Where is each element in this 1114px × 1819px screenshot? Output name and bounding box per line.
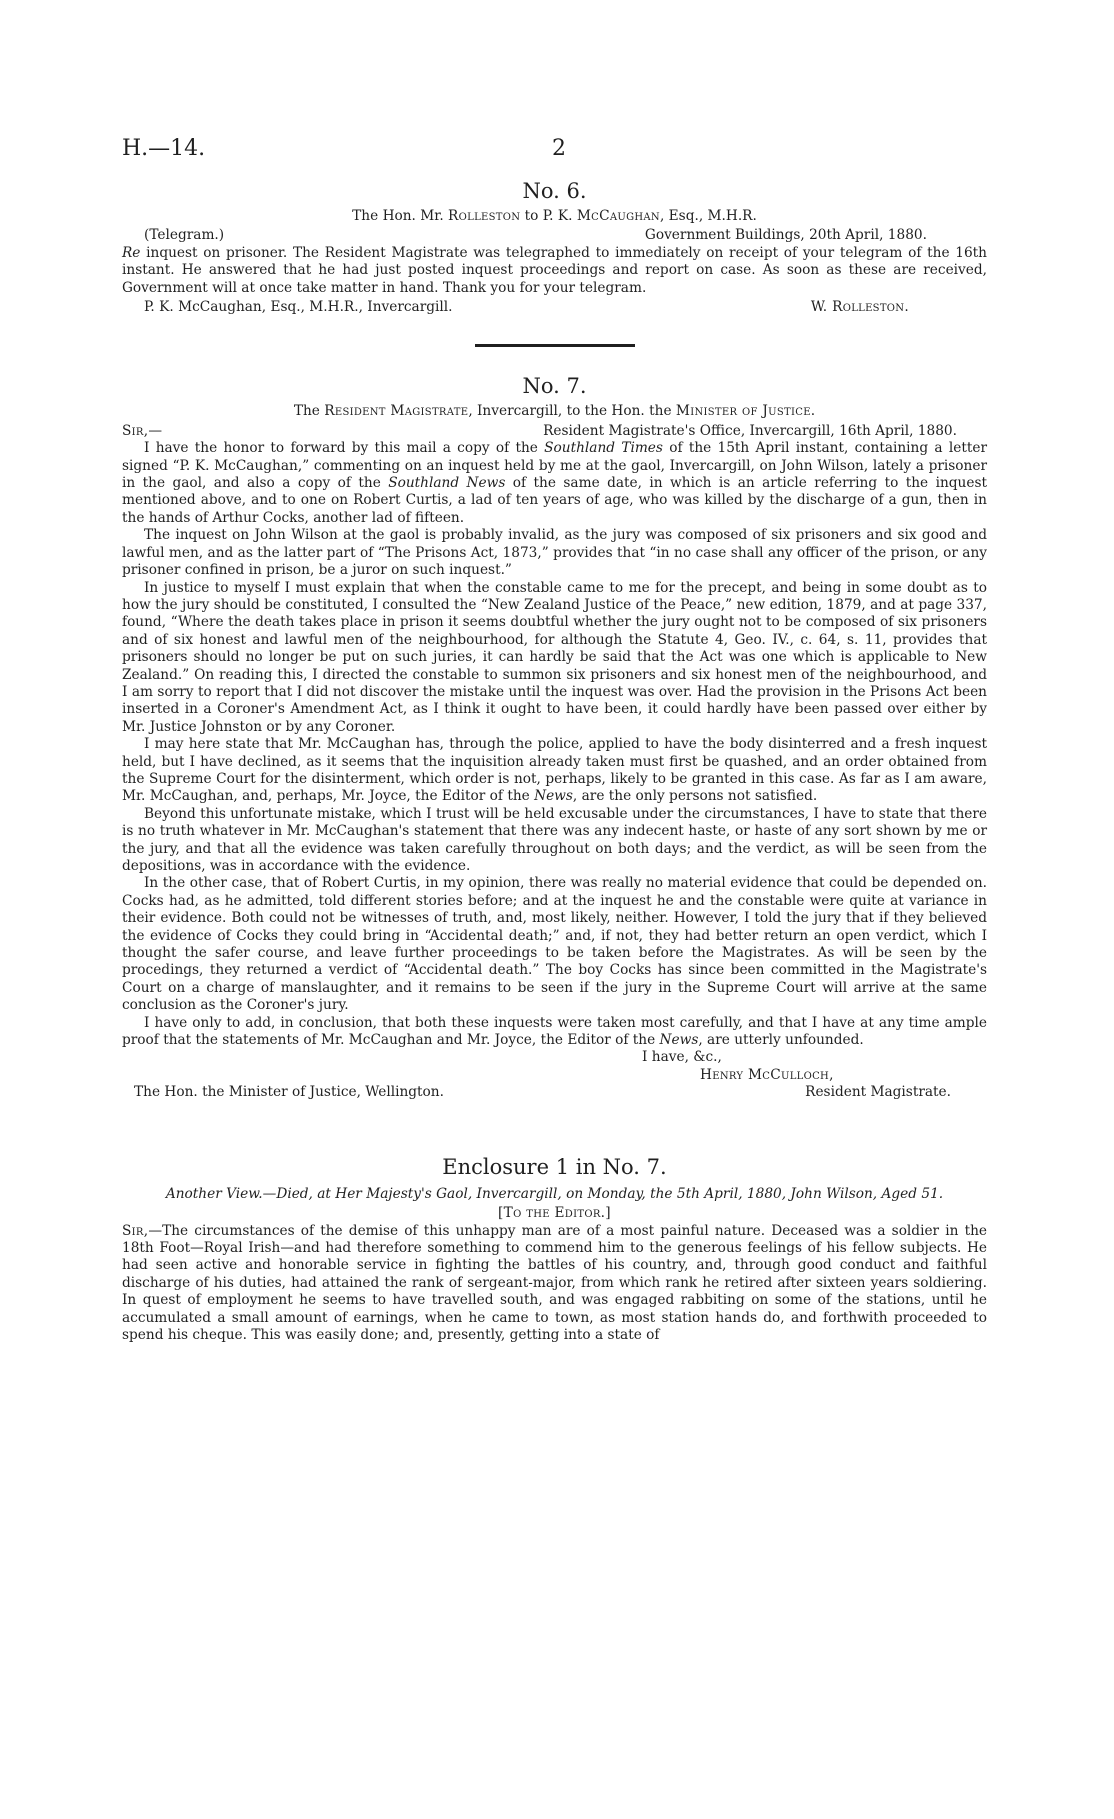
page-number: 2: [552, 136, 566, 161]
item-6-heading: The Hon. Mr. Rolleston to P. K. McCaughan, Esq., M.H.R.: [352, 208, 757, 224]
paragraph-2: The inquest on John Wilson at the gaol is probably invalid, as the jury was composed of six prisoners and six good and lawful men, and as the latter part of “The Prisons Act, 1873,” provides that “in no case shall any officer of the prison, or any prisoner confined in prison, be a juror on such inquest.”: [122, 527, 987, 579]
enclosure-title: Enclosure 1 in No. 7.: [442, 1154, 667, 1179]
item-7-salutation: Sir,—: [122, 422, 163, 439]
item-7-signer: Henry McCulloch,: [700, 1066, 834, 1083]
item-7-heading: The Resident Magistrate, Invercargill, to the Hon. the Minister of Justice.: [293, 403, 816, 420]
paragraph-3: In justice to myself I must explain that when the constable came to me for the precept, and being in some doubt as to how the jury should be constituted, I consulted the “New Zealand Justice of the Peace,” new edition, 1879, and at page 337, found, “Where the death takes place in prison it seems doubtful whether the jury ought not to be composed of six prisoners and of six honest and lawful men of the neighbourhood, for although the Statute 4, Geo. IV., c. 64, s. 11, provides that prisoners should no longer be put on such juries, it can hardly be said that the Act was one which is applicable to New Zealand.” On reading this, I directed the constable to summon six prisoners and six honest men of the neighbourhood, and I am sorry to report that I did not discover the mistake until the inquest was over. Had the provision in the Prisons Act been inserted in a Coroner's Amendment Act, as I think it ought to have been, it could hardly have been passed over either by Mr. Justice Johnston or by any Coroner.: [122, 579, 987, 735]
item-7-signer-title: Resident Magistrate.: [805, 1084, 951, 1101]
paragraph-5: Beyond this unfortunate mistake, which I trust will be held excusable under the circumstances, I have to state that there is no truth whatever in Mr. McCaughan's statement that there was any indecent haste, or haste of any sort shown by me or the jury, and that all the evidence was taken carefully throughout on both days; and the verdict, as will be seen from the depositions, was in accordance with the evidence.: [122, 805, 987, 874]
item-number-7: No. 7.: [522, 374, 587, 399]
item-7-addressee: The Hon. the Minister of Justice, Wellington.: [134, 1084, 444, 1101]
telegram-label: (Telegram.): [144, 227, 225, 244]
item-6-signoff: [122, 299, 987, 316]
item-6-body: Re inquest on prisoner. The Resident Magistrate was telegraphed to immediately on receipt of your telegram of the 16th instant. He answered that he had just posted inquest proceedings and report on case. As soon as these are received, Government will at once take matter in hand. Thank you for your telegram.: [122, 244, 987, 296]
item-7-signoff: [122, 1084, 987, 1101]
enclosure-subtitle: Another View.—Died, at Her Majesty's Gaol, Invercargill, on Monday, the 5th April, 1880, John Wilson, Aged 51.: [165, 1185, 944, 1202]
paragraph-1: I have the honor to forward by this mail a copy of the Southland Times of the 15th April instant, containing a letter signed “P. K. McCaughan,” commenting on an inquest held by me at the gaol, Invercargill, on John Wilson, lately a prisoner in the gaol, and also a copy of the Southland News of the same date, in which is an article referring to the inquest mentioned above, and to one on Robert Curtis, a lad of ten years of age, who was killed by the discharge of a gun, then in the hands of Arthur Cocks, another lad of fifteen.: [122, 440, 987, 526]
item-number-6: No. 6.: [522, 179, 587, 203]
paragraph-6: In the other case, that of Robert Curtis, in my opinion, there was really no material evidence that could be depended on. Cocks had, as he admitted, told different stories before; and at the inquest he and the constable were quite at variance in their evidence. Both could not be witnesses of truth, and, most likely, neither. However, I told the jury that if they believed the evidence of Cocks they could bring in “Accidental death;” and, if not, they had better return an open verdict, which I thought the safer course, and leave further proceedings to be taken before the Magistrates. As will be seen by the procedings, they returned a verdict of “Accidental death.” The boy Cocks has since been committed in the Magistrate's Court on a charge of manslaughter, and it remains to be seen if the jury in the Supreme Court will arrive at the same conclusion as the Coroner's jury.: [122, 875, 987, 1014]
item-6-dateline: [122, 227, 987, 244]
section-divider: [475, 344, 635, 347]
item-6-addressee: P. K. McCaughan, Esq., M.H.R., Invercargill.: [144, 299, 453, 316]
enclosure-body: Sir,—The circumstances of the demise of this unhappy man are of a most painful nature. Deceased was a soldier in the 18th Foot—Royal Irish—and had therefore something to commend him to the generous feelings of his fellow subjects. He had seen active and honorable service in fighting the battles of his country, and, through good conduct and faithful discharge of his duties, had attained the rank of sergeant-major, from which rank he retired after sixteen years soldiering. In quest of employment he seems to have travelled south, and was engaged rabbiting on some of the stations, until he accumulated a small amount of earnings, when he came to town, as most station hands do, and forthwith proceeded to spend his cheque. This was easily done; and, presently, getting into a state of: [122, 1222, 987, 1343]
item-6-signature: W. Rolleston.: [810, 299, 909, 316]
paper-reference: H.—14.: [122, 136, 206, 161]
document-body: [122, 178, 987, 1344]
item-7-place-date: Resident Magistrate's Office, Invercargill, 16th April, 1880.: [543, 422, 957, 439]
to-the-editor: [To the Editor.]: [498, 1205, 611, 1222]
item-6-place-date: Government Buildings, 20th April, 1880.: [644, 227, 927, 244]
paragraph-4: I may here state that Mr. McCaughan has, through the police, applied to have the body disinterred and a fresh inquest held, but I have declined, as it seems that the inquisition already taken must first be quashed, and an order obtained from the Supreme Court for the disinterment, which order is not, perhaps, likely to be granted in this case. As far as I am aware, Mr. McCaughan, and, perhaps, Mr. Joyce, the Editor of the News, are the only persons not satisfied.: [122, 736, 987, 805]
item-7-closing: I have, &c.,: [642, 1049, 722, 1066]
item-7-dateline: [122, 423, 987, 440]
paragraph-7: I have only to add, in conclusion, that both these inquests were taken most carefully, and that I have at any time ample proof that the statements of Mr. McCaughan and Mr. Joyce, the Editor of the News, are utterly unfounded.: [122, 1014, 987, 1049]
